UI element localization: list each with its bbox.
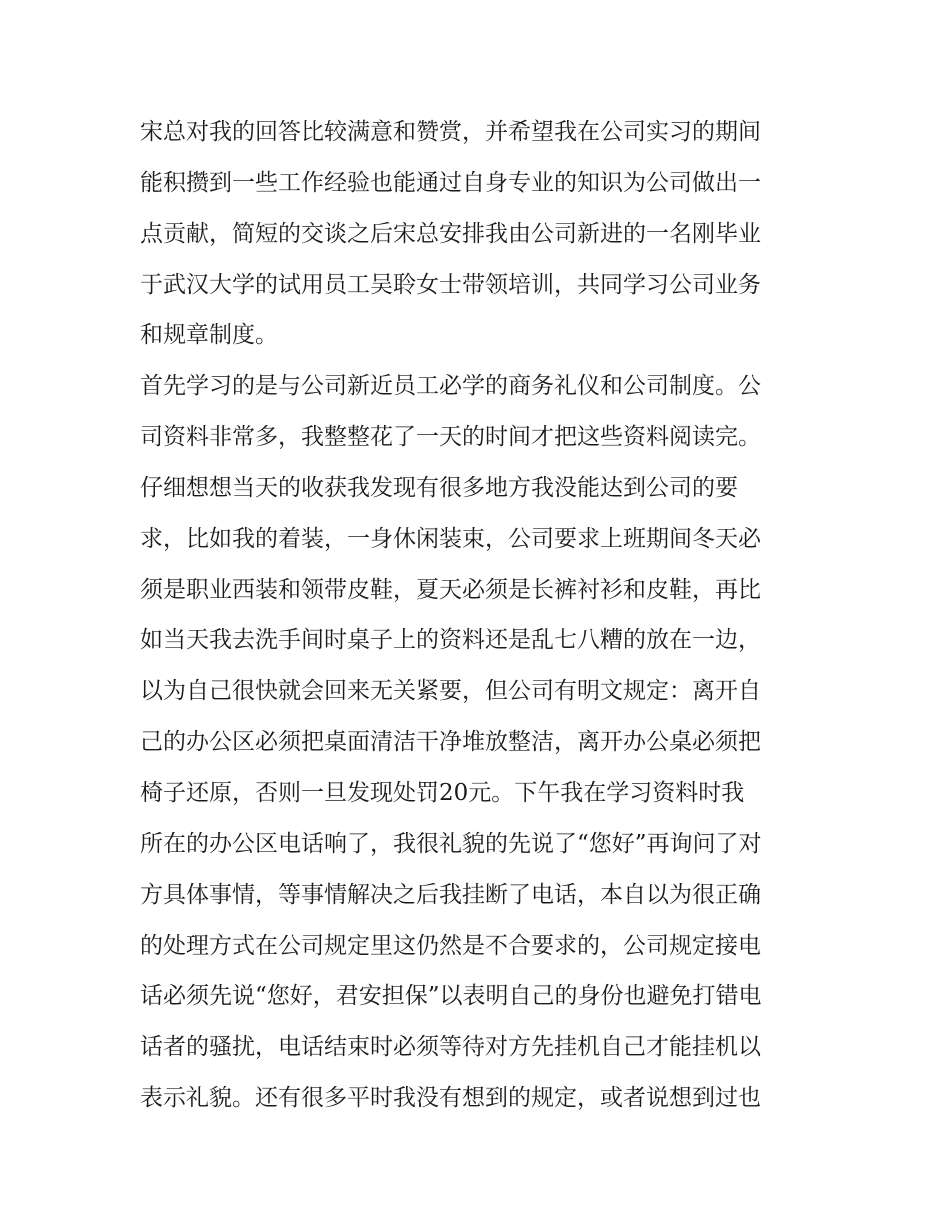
text-line: 宋总对我的回答比较满意和赞赏，并希望我在公司实习的期间 bbox=[140, 119, 761, 145]
text-line: 点贡献，简短的交谈之后宋总安排我由公司新进的一名刚毕业 bbox=[140, 220, 761, 247]
text-line: 表示礼貌。还有很多平时我没有想到的规定，或者说想到过也 bbox=[140, 1085, 761, 1112]
text-line: 所在的办公区电话响了，我很礼貌的先说了“您好”再询问了对 bbox=[140, 830, 762, 857]
text-line: 须是职业西装和领带皮鞋，夏天必须是长裤衬衫和皮鞋，再比 bbox=[140, 576, 761, 603]
text-line: 话必须先说“您好，君安担保”以表明自己的身份也避免打错电 bbox=[140, 983, 762, 1010]
text-line: 己的办公区必须把桌面清洁干净堆放整洁，离开办公桌必须把 bbox=[140, 729, 761, 756]
text-line: 的处理方式在公司规定里这仍然是不合要求的，公司规定接电 bbox=[140, 932, 761, 959]
text-line: 能积攒到一些工作经验也能通过自身专业的知识为公司做出一 bbox=[140, 169, 761, 196]
text-line: 方具体事情，等事情解决之后我挂断了电话，本自以为很正确 bbox=[140, 881, 761, 908]
text-line: 首先学习的是与公司新近员工必学的商务礼仪和公司制度。公 bbox=[140, 373, 761, 400]
text-line: 仔细想想当天的收获我发现有很多地方我没能达到公司的要 bbox=[140, 474, 738, 501]
text-line: 和规章制度。 bbox=[140, 322, 278, 349]
text-line: 椅子还原，否则一旦发现处罚20元。下午我在学习资料时我 bbox=[140, 779, 745, 806]
text-line: 司资料非常多，我整整花了一天的时间才把这些资料阅读完。 bbox=[140, 424, 761, 451]
text-line: 如当天我去洗手间时桌子上的资料还是乱七八糟的放在一边， bbox=[140, 627, 761, 654]
text-line: 话者的骚扰，电话结束时必须等待对方先挂机自己才能挂机以 bbox=[140, 1034, 761, 1061]
body-text bbox=[140, 107, 820, 1124]
text-line: 以为自己很快就会回来无关紧要，但公司有明文规定：离开自 bbox=[140, 678, 761, 705]
text-line: 求，比如我的着装，一身休闲装束，公司要求上班期间冬天必 bbox=[140, 525, 761, 552]
text-line: 于武汉大学的试用员工吴聆女士带领培训，共同学习公司业务 bbox=[140, 271, 761, 298]
